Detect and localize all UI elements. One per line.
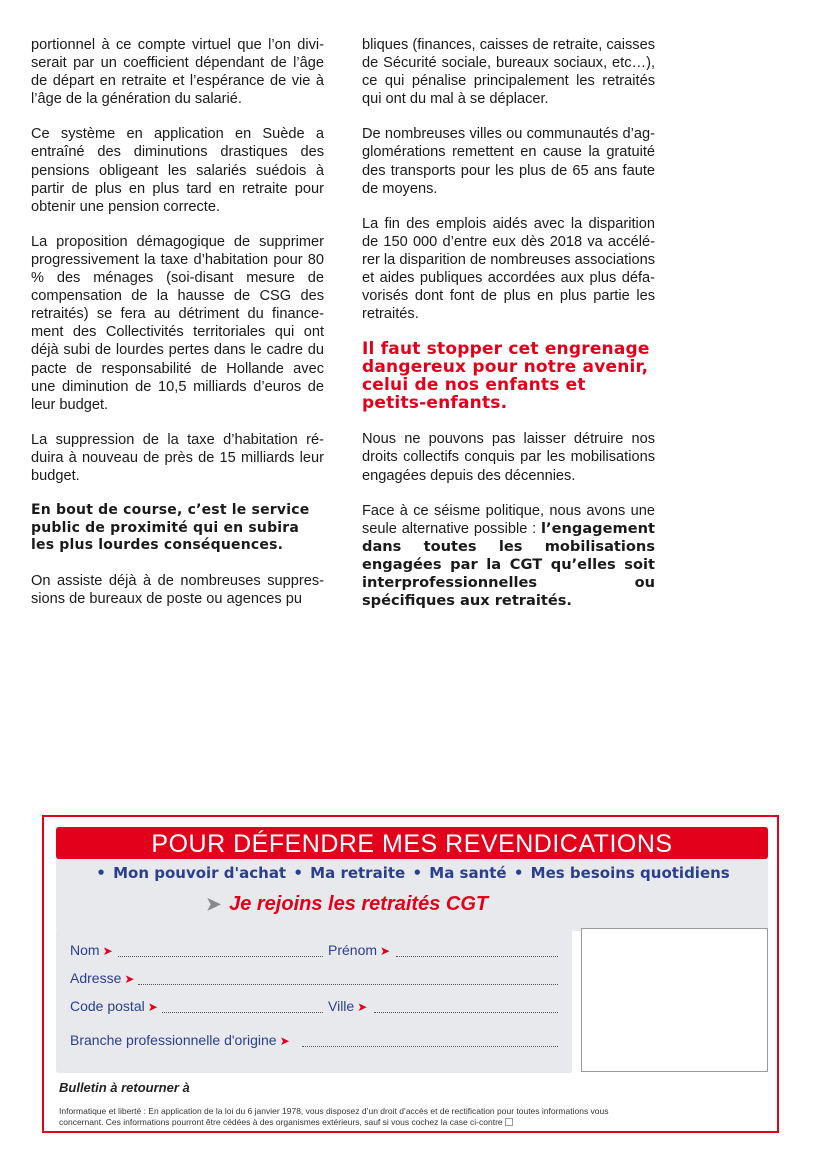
nom-field[interactable] [70,941,115,960]
adresse-field[interactable] [70,969,136,988]
ville-label: Ville [328,998,355,1014]
arrow-right-icon: ➤ [147,1000,158,1014]
left-paragraph-4: La suppression de la taxe d’habitation réduira à nouveau de près de 15 milliards leur budget. [31,431,324,484]
branche-field[interactable] [70,1031,292,1050]
left-paragraph-3: La proposition démagogique de supprimer progressivement la taxe d’habitation pour 80 % des ménages (soi-disant mesure de compensation de la hausse de CSG des retraités) se fera au détriment du financement des Collectivités territoriales qui ont déjà subi de lourdes pertes dans le cadre du pacte de responsabilité de Hollande avec une diminution de 10,5 milliards d’euros de leur budget. [31,233,324,413]
nom-label: Nom [70,942,100,958]
membership-form [42,815,779,1133]
prenom-input-line[interactable] [396,956,558,957]
code-postal-label: Code postal [70,998,145,1014]
demand-item: Ma retraite [310,864,406,882]
left-paragraph-6: On assiste déjà à de nombreuses suppressions de bureaux de poste ou agences pu [31,572,324,607]
nom-input-line[interactable] [118,956,323,957]
code-postal-field[interactable] [70,997,160,1016]
red-heading: Il faut stopper cet engrenage dangereux pour notre avenir, celui de nos enfants et petits-enfants. [362,339,650,414]
arrow-right-icon: ➤ [380,944,391,958]
left-bold-paragraph: En bout de course, c’est le service public de proximité qui en subira les plus lourdes conséquences. [31,502,310,554]
right-paragraph-6 [362,502,655,611]
demand-item: Mes besoins quotidiens [530,864,730,882]
form-banner: POUR DÉFENDRE MES REVENDICATIONS [56,827,768,859]
demand-item: Ma santé [429,864,507,882]
return-address-label: Bulletin à retourner à [59,1080,190,1095]
ville-field[interactable] [328,997,369,1016]
right-paragraph-6-start: Face à ce séisme politique, nous avons une seule alternative possible : [362,502,655,537]
form-fields-panel [56,929,572,1073]
join-line [206,889,626,919]
legal-text: Informatique et liberté : En application de la loi du 6 janvier 1978, vous disposez d’un droit d’accès et de rectification pour toutes informations vous concernant. Ces informations pourront être cédées à des organismes extérieurs, sauf si vous cochez la case ci-contre [59,1106,609,1127]
adresse-label: Adresse [70,970,122,986]
join-text: Je rejoins les retraités CGT [229,893,489,915]
left-paragraph-2: Ce système en application en Suède a entraîné des diminutions drastiques des pensions obligeant les salariés suédois à partir de plus en plus tard en retraite pour obtenir une pension correcte. [31,126,324,215]
right-paragraph-6-bold: l’engagement dans toutes les mobilisations engagées par la CGT qu’elles soit interprofessionnelles ou spécifiques aux retraités. [362,519,655,610]
form-header-panel [56,827,768,931]
right-column [362,36,655,627]
left-paragraph-1: portionnel à ce compte virtuel que l’on diviserait par un coefficient dépendant de l’âge de départ en retraite et l’espérance de vie à l’âge de la génération du salarié. [31,37,324,108]
arrow-right-icon: ➤ [124,972,135,986]
demand-item: Mon pouvoir d'achat [113,864,287,882]
legal-notice [59,1106,619,1127]
right-paragraph-1: bliques (finances, caisses de retraite, caisses de Sécurité sociale, bureaux sociaux, etc…), ce qui pénalise principalement les retraités qui ont du mal à se déplacer. [362,37,655,108]
arrow-right-icon: ➤ [357,1000,368,1014]
adresse-input-line[interactable] [138,984,558,985]
right-paragraph-3: La fin des emplois aidés avec la disparition de 150 000 d’entre eux dès 2018 va accélérer la disparition de nombreuses associations et aides publiques accordées aux plus défavorisés dont font de plus en plus partie les retraités. [362,215,655,323]
right-paragraph-5: Nous ne pouvons pas laisser détruire nos droits collectifs conquis par les mobilisations engagées depuis des décennies. [362,431,655,484]
arrow-right-icon: ➤ [279,1034,290,1048]
branche-input-line[interactable] [302,1046,558,1047]
arrow-right-icon: ➤ [102,944,113,958]
prenom-field[interactable] [328,941,392,960]
right-paragraph-2: De nombreuses villes ou communautés d’agglomérations remettent en cause la gratuité des transports pour les plus de 65 ans faute de moyens. [362,126,655,197]
opt-out-checkbox[interactable] [505,1118,513,1126]
stamp-box [581,928,768,1072]
demands-line: • Mon pouvoir d'achat • Ma retraite • Ma santé • Mes besoins quotidiens [96,864,730,882]
code-postal-input-line[interactable] [162,1012,323,1013]
ville-input-line[interactable] [374,1012,558,1013]
left-column [31,36,324,625]
arrow-right-icon: ➤ [206,894,222,914]
branche-label: Branche professionnelle d'origine [70,1032,277,1048]
prenom-label: Prénom [328,942,378,958]
